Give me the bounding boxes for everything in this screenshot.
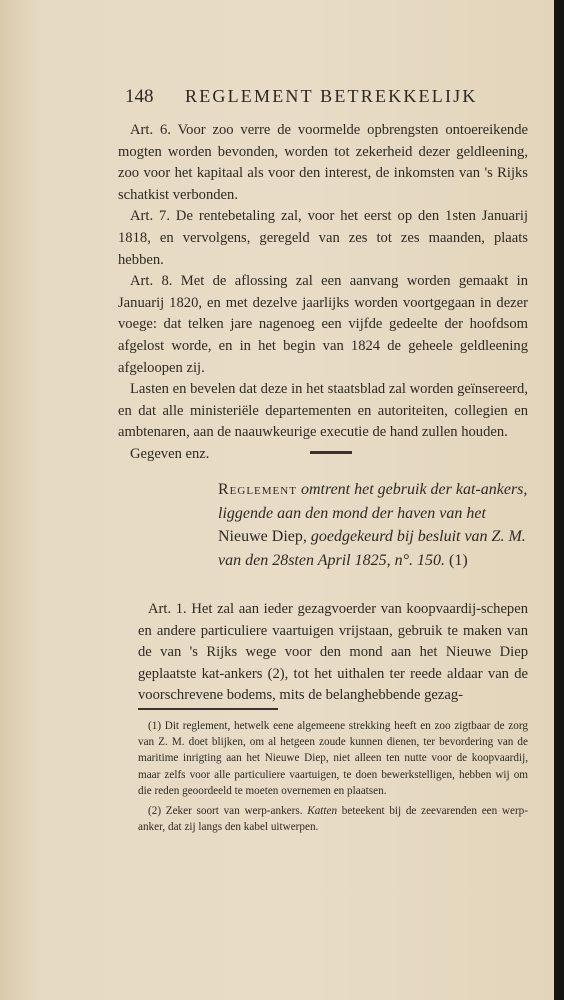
article-1 <box>138 599 528 707</box>
section-divider <box>310 451 352 454</box>
given-clause: Gegeven enz. <box>130 445 210 462</box>
footnote-1: (1) Dit reglement, hetwelk eene algemeene strekking heeft en zoo zigtbaar de zorg van Z. M. doet blijken, om al hetgeen zoude kunnen dienen, ter bevordering van de maritime inrigting aan het Nieuwe Diep, niet alleen ten nutte voor de koopvaardij, maar zelfs voor alle particuliere vaartuigen, te doen bewerkstelligen, hebben wij om die reden geoordeeld te moeten overnemen en plaatsen. <box>138 720 528 797</box>
title-text-1: omtrent het gebruik der kat-ankers, liggende aan den mond der haven van het <box>218 481 528 522</box>
article-7: Art. 7. De rentebetaling zal, voor het eerst op den 1sten Januarij 1818, en vervolgens, geregeld van zes tot zes maanden, plaats hebben. <box>118 208 528 268</box>
title-place: Nieuwe Diep <box>218 528 303 546</box>
article-6: Art. 6. Voor zoo verre de voormelde opbrengsten ontoereikende mogten worden bevonden, worden tot zekerheid dezer geldleening, zoo voor het kapitaal als voor den interest, de inkomsten van 's Rijks schatkist verbonden. <box>118 122 528 203</box>
footnotes <box>138 718 528 839</box>
page-number: 148 <box>125 86 154 107</box>
title-lead: Reglement <box>218 481 297 498</box>
title-note-ref: (1) <box>448 551 468 569</box>
title-text-2: , goedgekeurd bij besluit van Z. M. van den 28sten April 1825, n°. 150. <box>218 528 526 569</box>
footnote-2-term: Katten <box>307 805 338 818</box>
regulation-title <box>218 478 528 572</box>
book-spine-edge <box>554 0 564 1000</box>
footnote-2-prefix: (2) Zeker soort van werp-ankers. <box>148 805 303 818</box>
footnote-rule <box>138 708 278 710</box>
article-1-text: Art. 1. Het zal aan ieder gezagvoerder van koopvaardij-schepen en andere particuliere vaartuigen vrijstaan, gebruik te maken van de van 's Rijks wege voor den mond aan het Nieuwe Diep geplaatste kat-ankers (2), tot het uithalen ter reede aldaar van de voorschrevene bodems, mits de belanghebbende gezag- <box>138 601 528 704</box>
footnote-2-suffix: beteekent bij de zeevarenden een werp-anker, dat zij langs den kabel uitwerpen. <box>138 805 528 834</box>
main-text <box>118 120 528 466</box>
footnote-2 <box>138 803 528 835</box>
running-head: REGLEMENT BETREKKELIJK <box>185 86 478 106</box>
page-header <box>125 86 525 110</box>
enactment-clause: Lasten en bevelen dat deze in het staatsblad zal worden geïnsereerd, en dat alle ministeriële departementen en autoriteiten, collegien en ambtenaren, aan de naauwkeurige executie de hand zullen houden. <box>118 381 528 441</box>
article-8: Art. 8. Met de aflossing zal een aanvang worden gemaakt in Januarij 1820, en met dezelve jaarlijks worden voortgegaan in dezer voege: dat telken jare nagenoeg een vijfde gedeelte der hoofdsom afgelost worde, en in het begin van 1824 de geheele geldleening afgeloopen zij. <box>118 273 528 376</box>
